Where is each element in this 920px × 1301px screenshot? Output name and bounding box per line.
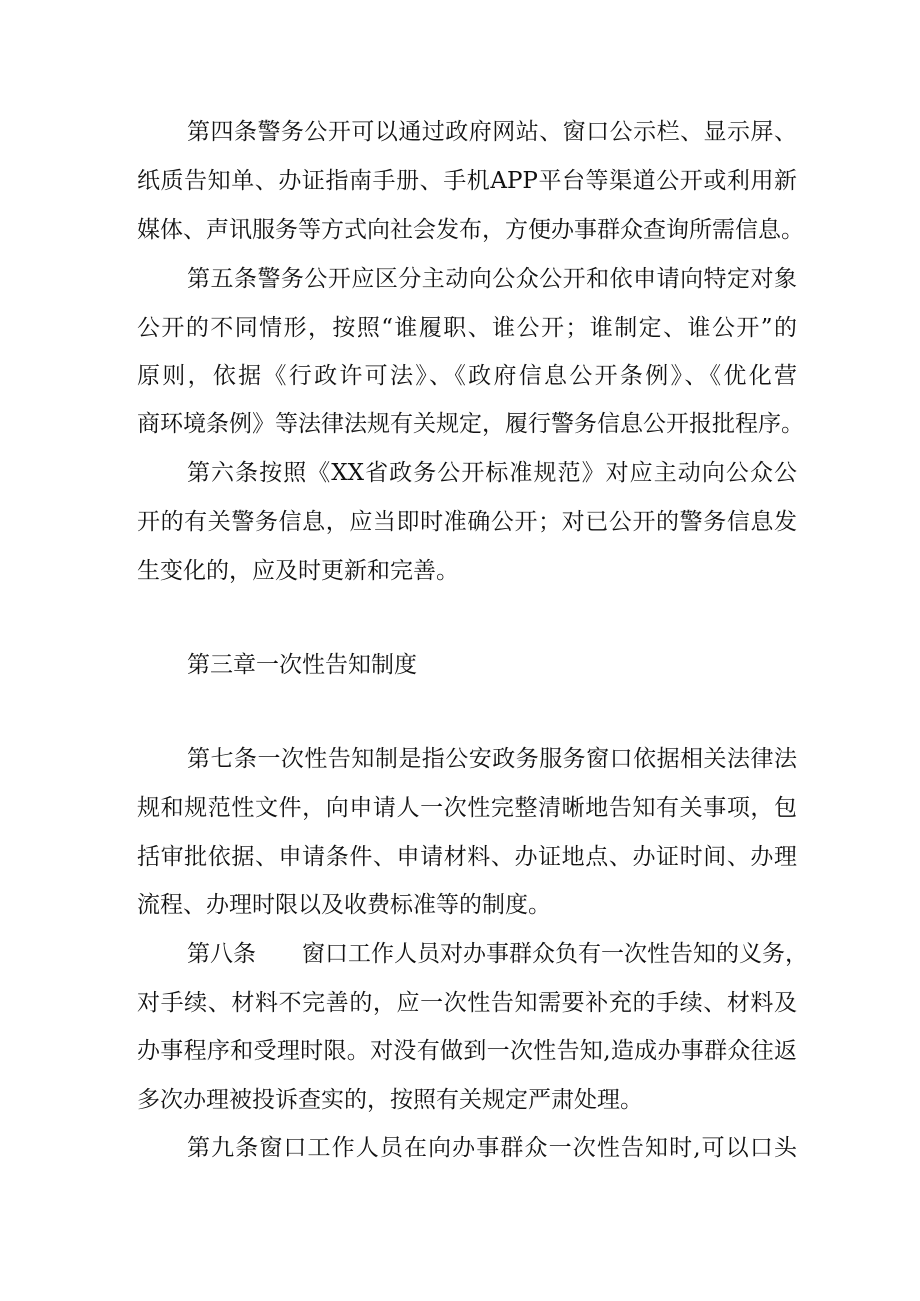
article-5-line-4: 商环境条例》等法律法规有关规定，履行警务信息公开报批程序。 — [137, 411, 804, 437]
article-5-line-2: 公开的不同情形，按照“谁履职、谁公开；谁制定、谁公开”的 — [137, 315, 797, 341]
article-5-line-1: 第五条警务公开应区分主动向公众公开和依申请向特定对象 — [187, 266, 797, 292]
article-8-line-2: 对手续、材料不完善的，应一次性告知需要补充的手续、材料及 — [137, 990, 797, 1016]
article-4-line-2: 纸质告知单、办证指南手册、手机APP平台等渠道公开或利用新 — [137, 168, 797, 194]
article-4-line-3: 媒体、声讯服务等方式向社会发布，方便办事群众查询所需信息。 — [137, 217, 804, 243]
article-8-line-4: 多次办理被投诉查实的，按照有关规定严肃处理。 — [137, 1087, 643, 1113]
article-8-line-3: 办事程序和受理时限。对没有做到一次性告知,造成办事群众往返 — [137, 1038, 797, 1064]
article-6-line-1: 第六条按照《XX省政务公开标准规范》对应主动向公众公 — [187, 460, 797, 486]
article-7-line-2: 规和规范性文件，向申请人一次性完整清晰地告知有关事项，包 — [137, 795, 797, 821]
article-9-line-1: 第九条窗口工作人员在向办事群众一次性告知时,可以口头 — [187, 1135, 797, 1161]
article-5-line-3: 原则，依据《行政许可法》、《政府信息公开条例》、《优化营 — [137, 363, 797, 389]
article-7-line-4: 流程、办理时限以及收费标准等的制度。 — [137, 892, 551, 918]
article-4-line-1: 第四条警务公开可以通过政府网站、窗口公示栏、显示屏、 — [187, 119, 797, 145]
chapter-heading: 第三章一次性告知制度 — [187, 652, 417, 678]
article-7-line-3: 括审批依据、申请条件、申请材料、办证地点、办证时间、办理 — [137, 844, 797, 870]
article-6-line-3: 生变化的，应及时更新和完善。 — [137, 558, 459, 584]
article-6-line-2: 开的有关警务信息，应当即时准确公开；对已公开的警务信息发 — [137, 509, 797, 535]
article-8-line-1: 第八条 窗口工作人员对办事群众负有一次性告知的义务， — [187, 941, 808, 967]
article-7-line-1: 第七条一次性告知制是指公安政务服务窗口依据相关法律法 — [187, 746, 797, 772]
